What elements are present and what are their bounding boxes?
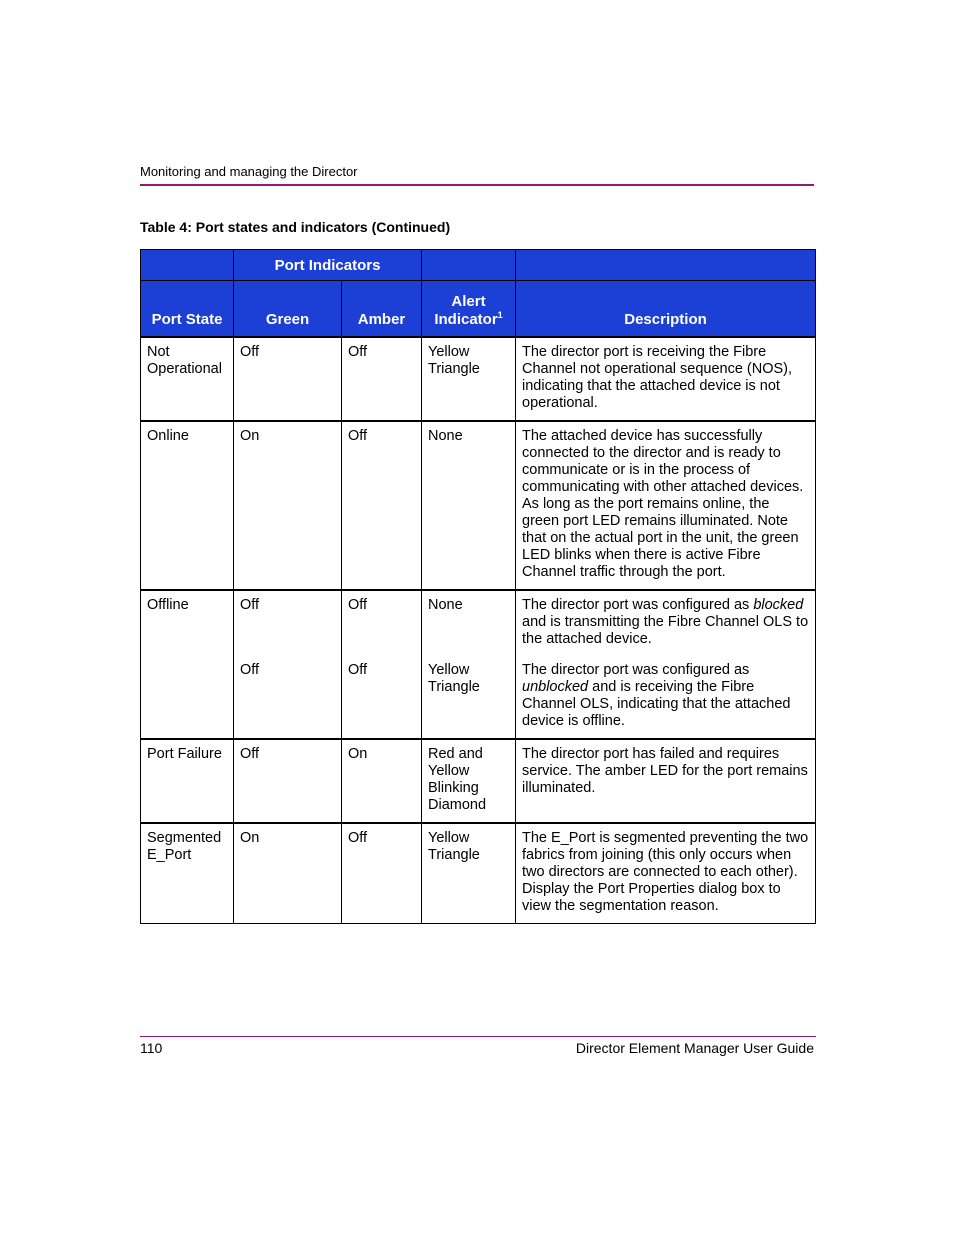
alert-value-2: Yellow Triangle [428, 662, 480, 695]
description-header: Description [516, 281, 816, 338]
page-number: 110 [140, 1040, 163, 1056]
alert-header-line2: Indicator [434, 311, 498, 328]
header-blank-cell [141, 250, 234, 281]
port-state-cell: Online [141, 421, 234, 590]
description-text: and is transmitting the Fibre Channel OLS to the attached device. [522, 614, 809, 647]
alert-value-1: None [428, 597, 463, 613]
port-state-cell: Port Failure [141, 739, 234, 823]
green-header: Green [234, 281, 342, 338]
port-state-cell: Segmented E_Port [141, 823, 234, 924]
alert-indicator-header [422, 281, 516, 338]
header-row-columns [141, 281, 816, 338]
running-head-title: Monitoring and managing the Director [140, 164, 358, 179]
header-blank-cell [516, 250, 816, 281]
description-cell: The attached device has successfully connected to the director and is ready to communicate or is in the process of communicating with other attached devices. As long as the port remains online, the green port LED remains illuminated. Note that on the actual port in the unit, the green LED blinks when there is active Fibre Channel traffic through the port. [516, 421, 816, 590]
green-cell [234, 590, 342, 739]
description-cell: The E_Port is segmented preventing the two fabrics from joining (this only occurs when two directors are connected to each other). Display the Port Properties dialog box to view the segmentation reason. [516, 823, 816, 924]
table-row [141, 590, 816, 739]
green-cell: On [234, 823, 342, 924]
alert-cell: Red and Yellow Blinking Diamond [422, 739, 516, 823]
unblocked-term: unblocked [522, 679, 589, 695]
alert-cell: None [422, 421, 516, 590]
port-state-cell: Not Operational [141, 337, 234, 421]
description-text: and is receiving the Fibre Channel OLS, indicating that the attached device is offline. [522, 679, 791, 729]
green-cell: Off [234, 337, 342, 421]
green-value-1: Off [240, 597, 260, 613]
port-state-cell: Offline [141, 590, 234, 739]
table-row [141, 739, 816, 823]
description-unblocked [522, 662, 809, 730]
green-value-2: Off [240, 662, 260, 678]
port-state-header: Port State [141, 281, 234, 338]
guide-title: Director Element Manager User Guide [575, 1040, 814, 1056]
description-cell [516, 590, 816, 739]
alert-cell: Yellow Triangle [422, 823, 516, 924]
amber-value-1: Off [348, 597, 368, 613]
amber-cell: Off [342, 337, 422, 421]
amber-cell [342, 590, 422, 739]
description-cell: The director port is receiving the Fibre Channel not operational sequence (NOS), indicating that the attached device is not operational. [516, 337, 816, 421]
footnote-marker: 1 [497, 310, 503, 320]
blocked-term: blocked [753, 597, 804, 613]
green-cell: Off [234, 739, 342, 823]
table-row [141, 823, 816, 924]
amber-header: Amber [342, 281, 422, 338]
alert-header-line1: Alert [451, 293, 486, 310]
amber-value-2: Off [348, 662, 368, 678]
amber-cell: Off [342, 421, 422, 590]
alert-cell: Yellow Triangle [422, 337, 516, 421]
alert-cell [422, 590, 516, 739]
table-row [141, 421, 816, 590]
description-text: The director port was configured as [522, 597, 754, 613]
amber-cell: Off [342, 823, 422, 924]
header-rule [140, 184, 814, 186]
port-indicators-header: Port Indicators [234, 250, 422, 281]
table-row [141, 337, 816, 421]
description-blocked [522, 597, 809, 648]
table-caption: Table 4: Port states and indicators (Continued) [140, 219, 451, 235]
description-cell: The director port has failed and requires service. The amber LED for the port remains illuminated. [516, 739, 816, 823]
port-states-table [140, 249, 816, 924]
amber-cell: On [342, 739, 422, 823]
header-row-group [141, 250, 816, 281]
footer-rule [140, 1036, 816, 1037]
green-cell: On [234, 421, 342, 590]
description-text: The director port was configured as [522, 662, 750, 678]
header-blank-cell [422, 250, 516, 281]
